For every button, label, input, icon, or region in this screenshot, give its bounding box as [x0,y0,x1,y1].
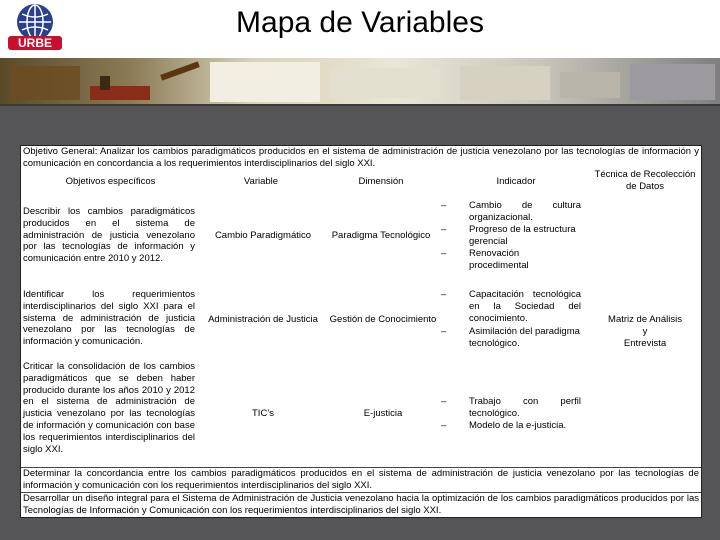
tecnica-line-1: Matriz de Análisis [608,314,682,325]
tecnica-value [589,314,701,349]
row1-bullet-3: – [441,248,447,259]
slide-header [0,0,720,58]
row3-indicador-2: Modelo de la e-justicia. [469,420,567,431]
row2-indicador-2: Asimilación del paradigma tecnológico. [469,326,580,349]
row1-indicador-3: Renovación procedimental [469,248,529,271]
row3-bullet-1: – [441,396,447,407]
tecnica-line-2: y [642,325,648,337]
header-banner-image [0,58,720,106]
header-tecnica: Técnica de Recolección de Datos [594,169,696,192]
row2-bullet-2: – [441,326,447,337]
row1-dimension: Paradigma Tecnológico [331,230,431,241]
row2-bullet-1: – [441,289,447,300]
row3-bullet-2: – [441,420,447,431]
row1-variable: Cambio Paradigmático [214,230,312,241]
row2-variable: Administración de Justicia [208,314,318,325]
row1-indicador-1: Cambio de cultura organizacional. [469,200,581,223]
header-variable: Variable [243,176,279,187]
slide-title: Mapa de Variables [236,6,484,39]
gavel-books-illustration-icon [0,58,720,106]
header-indicador: Indicador [496,176,536,187]
row3-dimension: E-justicia [363,408,403,419]
row1-objetivo: Describir los cambios paradigmáticos producidos en el sistema de administración de justicia venezolano por las tecnologías de información y comunicación entre 2010 y 2012. [23,206,195,265]
row3-objetivo: Criticar la consolidación de los cambios paradigmáticos que se deben haber producido durante los años 2010 y 2012 en el sistema de administración de justicia venezolano por las tecnologías de información y comunicación con base los requerimientos interdisciplinarios del siglo XXI. [23,361,195,455]
footer-objetivo-2: Desarrollar un diseño integral para el Sistema de Administración de Justicia venezolano hacia la optimización de los cambios paradigmáticos producidos por las Tecnologías de Información y Comunicación con los requerimientos interdisciplinarios del siglo XXI. [23,493,699,516]
logo-text: URBE [17,36,53,50]
header-dimension: Dimensión [358,176,404,187]
variables-table [20,145,702,518]
header-objetivos: Objetivos específicos [65,176,156,187]
row1-bullet-2: – [441,224,447,235]
row2-indicador-1: Capacitación tecnológica en la Sociedad del conocimiento. [469,289,581,324]
row2-dimension: Gestión de Conocimiento [329,314,437,325]
tecnica-line-3: Entrevista [623,337,667,349]
row2-objetivo: Identificar los requerimientos interdisciplinarios del siglo XXI para el sistema de administración de justicia venezolano por las tecnologías de información y comunicación. [23,289,195,348]
row3-indicador-1: Trabajo con perfil tecnológico. [469,396,581,419]
row1-indicador-2: Progreso de la estructura gerencial [469,224,576,247]
row3-variable: TIC’s [252,408,274,419]
objetivo-general: Objetivo General: Analizar los cambios paradigmáticos producidos en el sistema de administración de justicia venezolano por las tecnologías de información y comunicación en concordancia a los requerimientos interdisciplinarios del siglo XXI. [23,146,699,169]
footer-objetivo-1: Determinar la concordancia entre los cambios paradigmáticos producidos en el sistema de administración de justicia venezolano por las tecnologías de información y comunicación con los requerimientos interdisciplinarios del siglo XXI. [23,468,699,491]
row1-bullet-1: – [441,200,447,211]
